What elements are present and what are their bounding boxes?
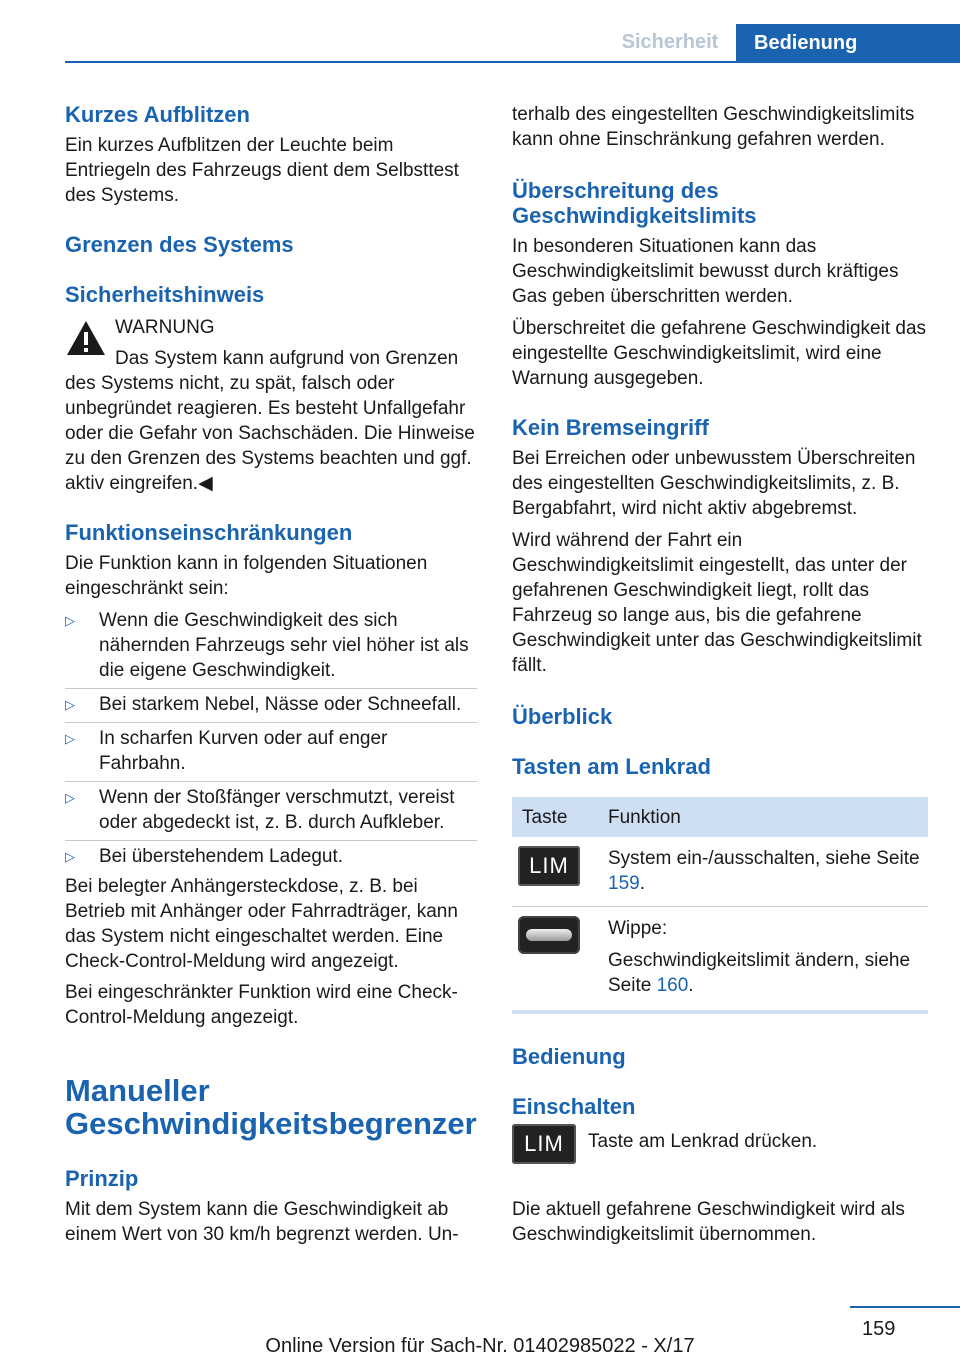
list-item: ▷ In scharfen Kurven oder auf enger Fahrbahn. — [65, 723, 477, 782]
paragraph-einschalten: Taste am Lenkrad drücken. — [588, 1131, 818, 1152]
paragraph-ueberschreitung-1: In besonderen Situationen kann das Geschwindigkeitslimit bewusst durch kräftiges Gas geben überschritten werden. — [512, 236, 899, 307]
triangle-bullet-icon: ▷ — [65, 790, 75, 805]
table-header-funktion: Funktion — [598, 797, 928, 837]
paragraph-continued: terhalb des eingestellten Geschwindigkeitslimits kann ohne Einschränkung gefahren werden. — [512, 104, 915, 150]
list-item: ▷ Wenn der Stoßfänger verschmutzt, vereist oder abgedeckt ist, z. B. durch Aufkleber. — [65, 782, 477, 841]
table-row: Wippe: Geschwindigkeitslimit ändern, siehe Seite 160. — [512, 907, 928, 1013]
paragraph-prinzip: Mit dem System kann die Geschwindigkeit ab einem Wert von 30 km/h begrenzt werden. Un- — [65, 1199, 459, 1245]
switchon-instruction — [512, 1121, 928, 1183]
page-link-160[interactable]: 160 — [656, 975, 689, 996]
paragraph-bremseingriff-1: Bei Erreichen oder unbewusstem Überschreiten des eingestellten Geschwindigkeitslimits, z. B. Bergabfahrt, wird nicht aktiv abgebremst. — [512, 448, 916, 519]
warning-box — [65, 315, 477, 496]
table-header-taste: Taste — [512, 797, 598, 837]
page-number: 159 — [862, 1318, 896, 1340]
list-item: ▷ Wenn die Geschwindigkeit des sich nähernden Fahrzeugs sehr viel höher ist als die eigene Geschwindigkeit. — [65, 605, 477, 689]
heading-einschalten: Einschalten — [512, 1094, 636, 1119]
heading-ueberblick: Überblick — [512, 704, 613, 729]
heading-kurzes-aufblitzen: Kurzes Aufblitzen — [65, 102, 250, 127]
paragraph-eingeschraenkt: Bei eingeschränkter Funktion wird eine Check-Control-Meldung angezeigt. — [65, 982, 458, 1028]
warning-label: WARNUNG — [115, 317, 215, 338]
heading-grenzen: Grenzen des Systems — [65, 232, 294, 257]
right-column — [512, 102, 928, 1247]
page-number-rule — [850, 1306, 960, 1308]
warning-text: Das System kann aufgrund von Grenzen des Systems nicht, zu spät, falsch oder unbegründet reagieren. Es besteht Unfallgefahr oder die Gefahr von Sachschäden. Die Hinweise zu den Grenzen des Systems beachten und ggf. aktiv eingreifen.◀ — [65, 348, 475, 494]
lim-button-icon: LIM — [512, 1124, 576, 1164]
heading-bedienung: Bedienung — [512, 1044, 626, 1069]
list-item: ▷ Bei überstehendem Ladegut. — [65, 846, 344, 867]
tab-sicherheit[interactable]: Sicherheit — [621, 31, 719, 53]
online-version-footer: Online Version für Sach-Nr. 01402985022 - X/17 — [265, 1335, 695, 1357]
left-column — [65, 102, 477, 1247]
heading-tasten-lenkrad: Tasten am Lenkrad — [512, 754, 711, 779]
paragraph-ueberschreitung-2: Überschreitet die gefahrene Geschwindigkeit das eingestellte Geschwindigkeitslimit, wird eine Warnung ausgegeben. — [512, 318, 927, 389]
tab-bedienung[interactable]: Bedienung — [736, 24, 960, 63]
paragraph-bremseingriff-2: Wird während der Fahrt ein Geschwindigkeitslimit eingestellt, das unter der gefahrenen Geschwindigkeit liegt, rollt das Fahrzeug so lange aus, bis die gefahrene Geschwindigkeit unter das Geschwindigkeitslimit fällt. — [512, 530, 922, 676]
triangle-bullet-icon: ▷ — [65, 731, 75, 746]
page-link-159[interactable]: 159 — [608, 873, 640, 894]
paragraph-einschalten-result: Die aktuell gefahrene Geschwindigkeit wird als Geschwindigkeitslimit übernommen. — [512, 1199, 905, 1245]
heading-funktionseinschraenkungen: Funktionseinschränkungen — [65, 520, 353, 545]
triangle-bullet-icon: ▷ — [65, 697, 75, 712]
triangle-bullet-icon: ▷ — [65, 849, 75, 864]
heading-prinzip: Prinzip — [65, 1166, 139, 1191]
paragraph-einschraenkungen-intro: Die Funktion kann in folgenden Situationen eingeschränkt sein: — [65, 553, 428, 599]
heading-manueller-begrenzer: Manueller Geschwindigkeitsbegrenzer — [65, 1073, 477, 1141]
paragraph-aufblitzen: Ein kurzes Aufblitzen der Leuchte beim Entriegeln des Fahrzeugs dient dem Selbsttest des Systems. — [65, 135, 459, 206]
restriction-list — [65, 605, 477, 874]
paragraph-anhaenger: Bei belegter Anhängersteckdose, z. B. bei Betrieb mit Anhänger oder Fahrradträger, kann das System nicht eingeschaltet werden. Eine Check-Control-Meldung wird angezeigt. — [65, 876, 458, 972]
table-row: LIM System ein-/ausschalten, siehe Seite 159. — [512, 837, 928, 907]
lim-button-icon: LIM — [518, 846, 580, 886]
list-item: ▷ Bei starkem Nebel, Nässe oder Schneefall. — [65, 689, 477, 723]
heading-sicherheitshinweis: Sicherheitshinweis — [65, 282, 265, 307]
warning-triangle-icon — [65, 319, 107, 357]
triangle-bullet-icon: ▷ — [65, 613, 75, 628]
buttons-table — [512, 797, 928, 1014]
heading-kein-bremseingriff: Kein Bremseingriff — [512, 415, 709, 440]
rocker-switch-icon — [518, 916, 580, 954]
heading-ueberschreitung: Überschreitung des Geschwindigkeitslimits — [512, 178, 757, 228]
